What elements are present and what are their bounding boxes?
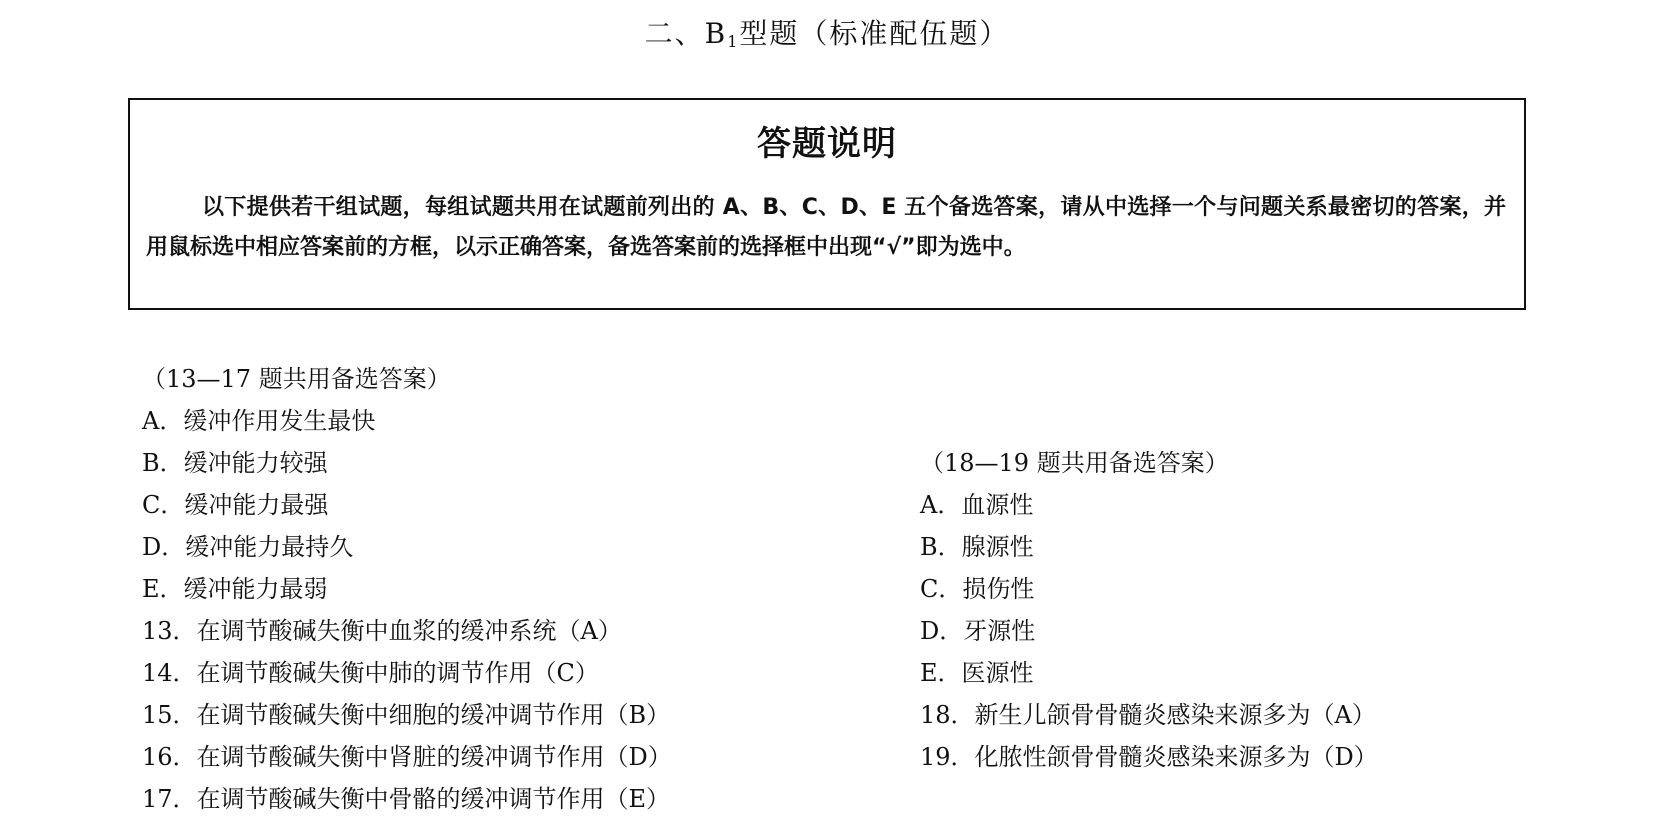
question-17: 17．在调节酸碱失衡中骨骼的缓冲调节作用（E）	[142, 785, 671, 813]
question-group-18-19	[920, 442, 1378, 778]
question-14: 14．在调节酸碱失衡中肺的调节作用（C）	[142, 659, 599, 687]
question-18: 18．新生儿颌骨骨髓炎感染来源多为（A）	[920, 701, 1376, 729]
option-e: E．医源性	[920, 659, 1034, 687]
option-e: E．缓冲能力最弱	[142, 575, 328, 603]
option-a: A．血源性	[920, 491, 1034, 519]
question-19: 19．化脓性颌骨骨髓炎感染来源多为（D）	[920, 743, 1378, 771]
instruction-text: 以下提供若干组试题，每组试题共用在试题前列出的 A、B、C、D、E 五个备选答案，请从中选择一个与问题关系最密切的答案，并用鼠标选中相应答案前的方框，以示正确答案，备选答案前的选择框中出现“√”即为选中。	[146, 195, 1506, 260]
question-group-13-17	[142, 358, 672, 820]
section-title-suffix: 型题（标准配伍题）	[739, 17, 1010, 50]
option-c: C．缓冲能力最强	[142, 491, 329, 519]
section-title-prefix: 二、B	[644, 17, 728, 50]
instruction-box	[128, 98, 1526, 310]
section-title	[0, 14, 1654, 62]
group-header: （18—19 题共用备选答案）	[920, 449, 1229, 477]
option-a: A．缓冲作用发生最快	[142, 407, 376, 435]
section-title-subscript: 1	[727, 32, 740, 51]
question-15: 15．在调节酸碱失衡中细胞的缓冲调节作用（B）	[142, 701, 671, 729]
option-c: C．损伤性	[920, 575, 1035, 603]
question-16: 16．在调节酸碱失衡中肾脏的缓冲调节作用（D）	[142, 743, 672, 771]
option-b: B．缓冲能力较强	[142, 449, 328, 477]
option-d: D．牙源性	[920, 617, 1036, 645]
question-13: 13．在调节酸碱失衡中血浆的缓冲系统（A）	[142, 617, 622, 645]
option-d: D．缓冲能力最持久	[142, 533, 354, 561]
instruction-heading: 答题说明	[757, 124, 897, 164]
option-b: B．腺源性	[920, 533, 1034, 561]
group-header: （13—17 题共用备选答案）	[142, 365, 451, 393]
